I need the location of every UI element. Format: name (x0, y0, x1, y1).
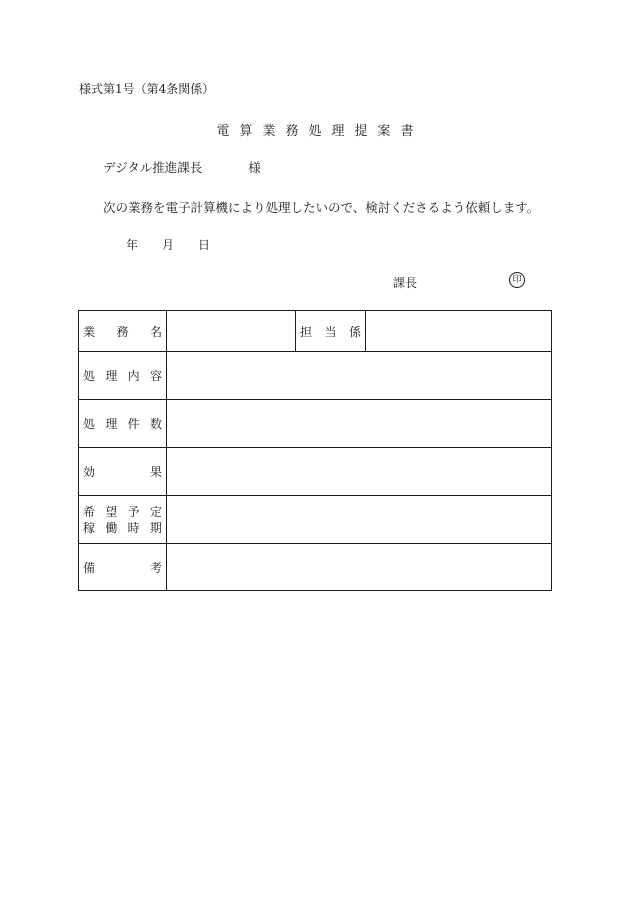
process-count-field[interactable] (167, 400, 551, 447)
table-row-effect (79, 447, 551, 495)
addressee (103, 158, 261, 176)
label-remarks (79, 544, 167, 590)
label-char: 内 (127, 369, 140, 383)
label-char: 備 (83, 560, 96, 575)
effect-field[interactable] (167, 448, 551, 495)
table-row-process-content (79, 351, 551, 399)
label-char: 稼 (83, 520, 96, 535)
label-char: 名 (149, 324, 162, 339)
table-row-process-count (79, 399, 551, 447)
label-char: 数 (149, 417, 162, 431)
label-person-in-charge (296, 311, 366, 351)
date-day: 日 (198, 238, 211, 252)
label-char: 担 (300, 324, 313, 339)
date-month: 月 (162, 238, 175, 252)
task-name-field[interactable] (167, 311, 296, 351)
addressee-name: デジタル推進課長 (103, 160, 203, 175)
table-row-remarks (79, 543, 551, 590)
table-row-task-name (79, 311, 551, 351)
table-label-text (83, 323, 162, 340)
table-row-desired-start (79, 495, 551, 543)
table-label-text (83, 367, 162, 384)
document-title: 電算業務処理提案書 (216, 124, 424, 139)
table-label-text (83, 521, 162, 535)
label-effect (79, 448, 167, 495)
label-char: 業 (83, 324, 96, 339)
label-char: 件 (127, 417, 140, 431)
label-char: 処 (83, 369, 96, 383)
table-label-text (83, 463, 162, 480)
remarks-field[interactable] (167, 544, 551, 590)
signatory-title: 課長 (393, 276, 418, 290)
addressee-honorific: 様 (248, 160, 261, 175)
table-label-text (83, 505, 162, 519)
person-in-charge-field[interactable] (366, 311, 551, 351)
request-text: 次の業務を電子計算機により処理したいので、検討くださるよう依頼します。 (103, 200, 540, 215)
date-year: 年 (126, 238, 139, 252)
label-process-content (79, 352, 167, 399)
label-char: 望 (105, 504, 118, 519)
label-char: 理 (105, 369, 118, 383)
table-label-text (83, 415, 162, 432)
proposal-form-table (78, 310, 552, 591)
label-char: 働 (105, 520, 118, 535)
label-char: 処 (83, 417, 96, 431)
label-char: 容 (149, 369, 162, 383)
label-char: 務 (116, 324, 129, 339)
label-char: 考 (149, 560, 162, 575)
label-char: 理 (105, 417, 118, 431)
label-task-name (79, 311, 167, 351)
label-char: 期 (149, 520, 162, 535)
label-char: 効 (83, 465, 96, 479)
label-char: 定 (149, 504, 162, 519)
desired-start-field[interactable] (167, 496, 551, 543)
label-char: 当 (324, 324, 337, 339)
table-label-text (300, 323, 361, 340)
label-char: 時 (127, 520, 140, 535)
label-char: 係 (348, 324, 361, 339)
form-number: 様式第1号（第4条関係） (79, 82, 215, 96)
label-char: 希 (83, 504, 96, 519)
process-content-field[interactable] (167, 352, 551, 399)
label-char: 予 (127, 504, 140, 519)
label-desired-start (79, 496, 167, 543)
date-line (126, 236, 234, 253)
seal-mark: 印 (509, 272, 525, 288)
label-char: 果 (149, 465, 162, 479)
table-label-text (83, 559, 162, 576)
label-process-count (79, 400, 167, 447)
